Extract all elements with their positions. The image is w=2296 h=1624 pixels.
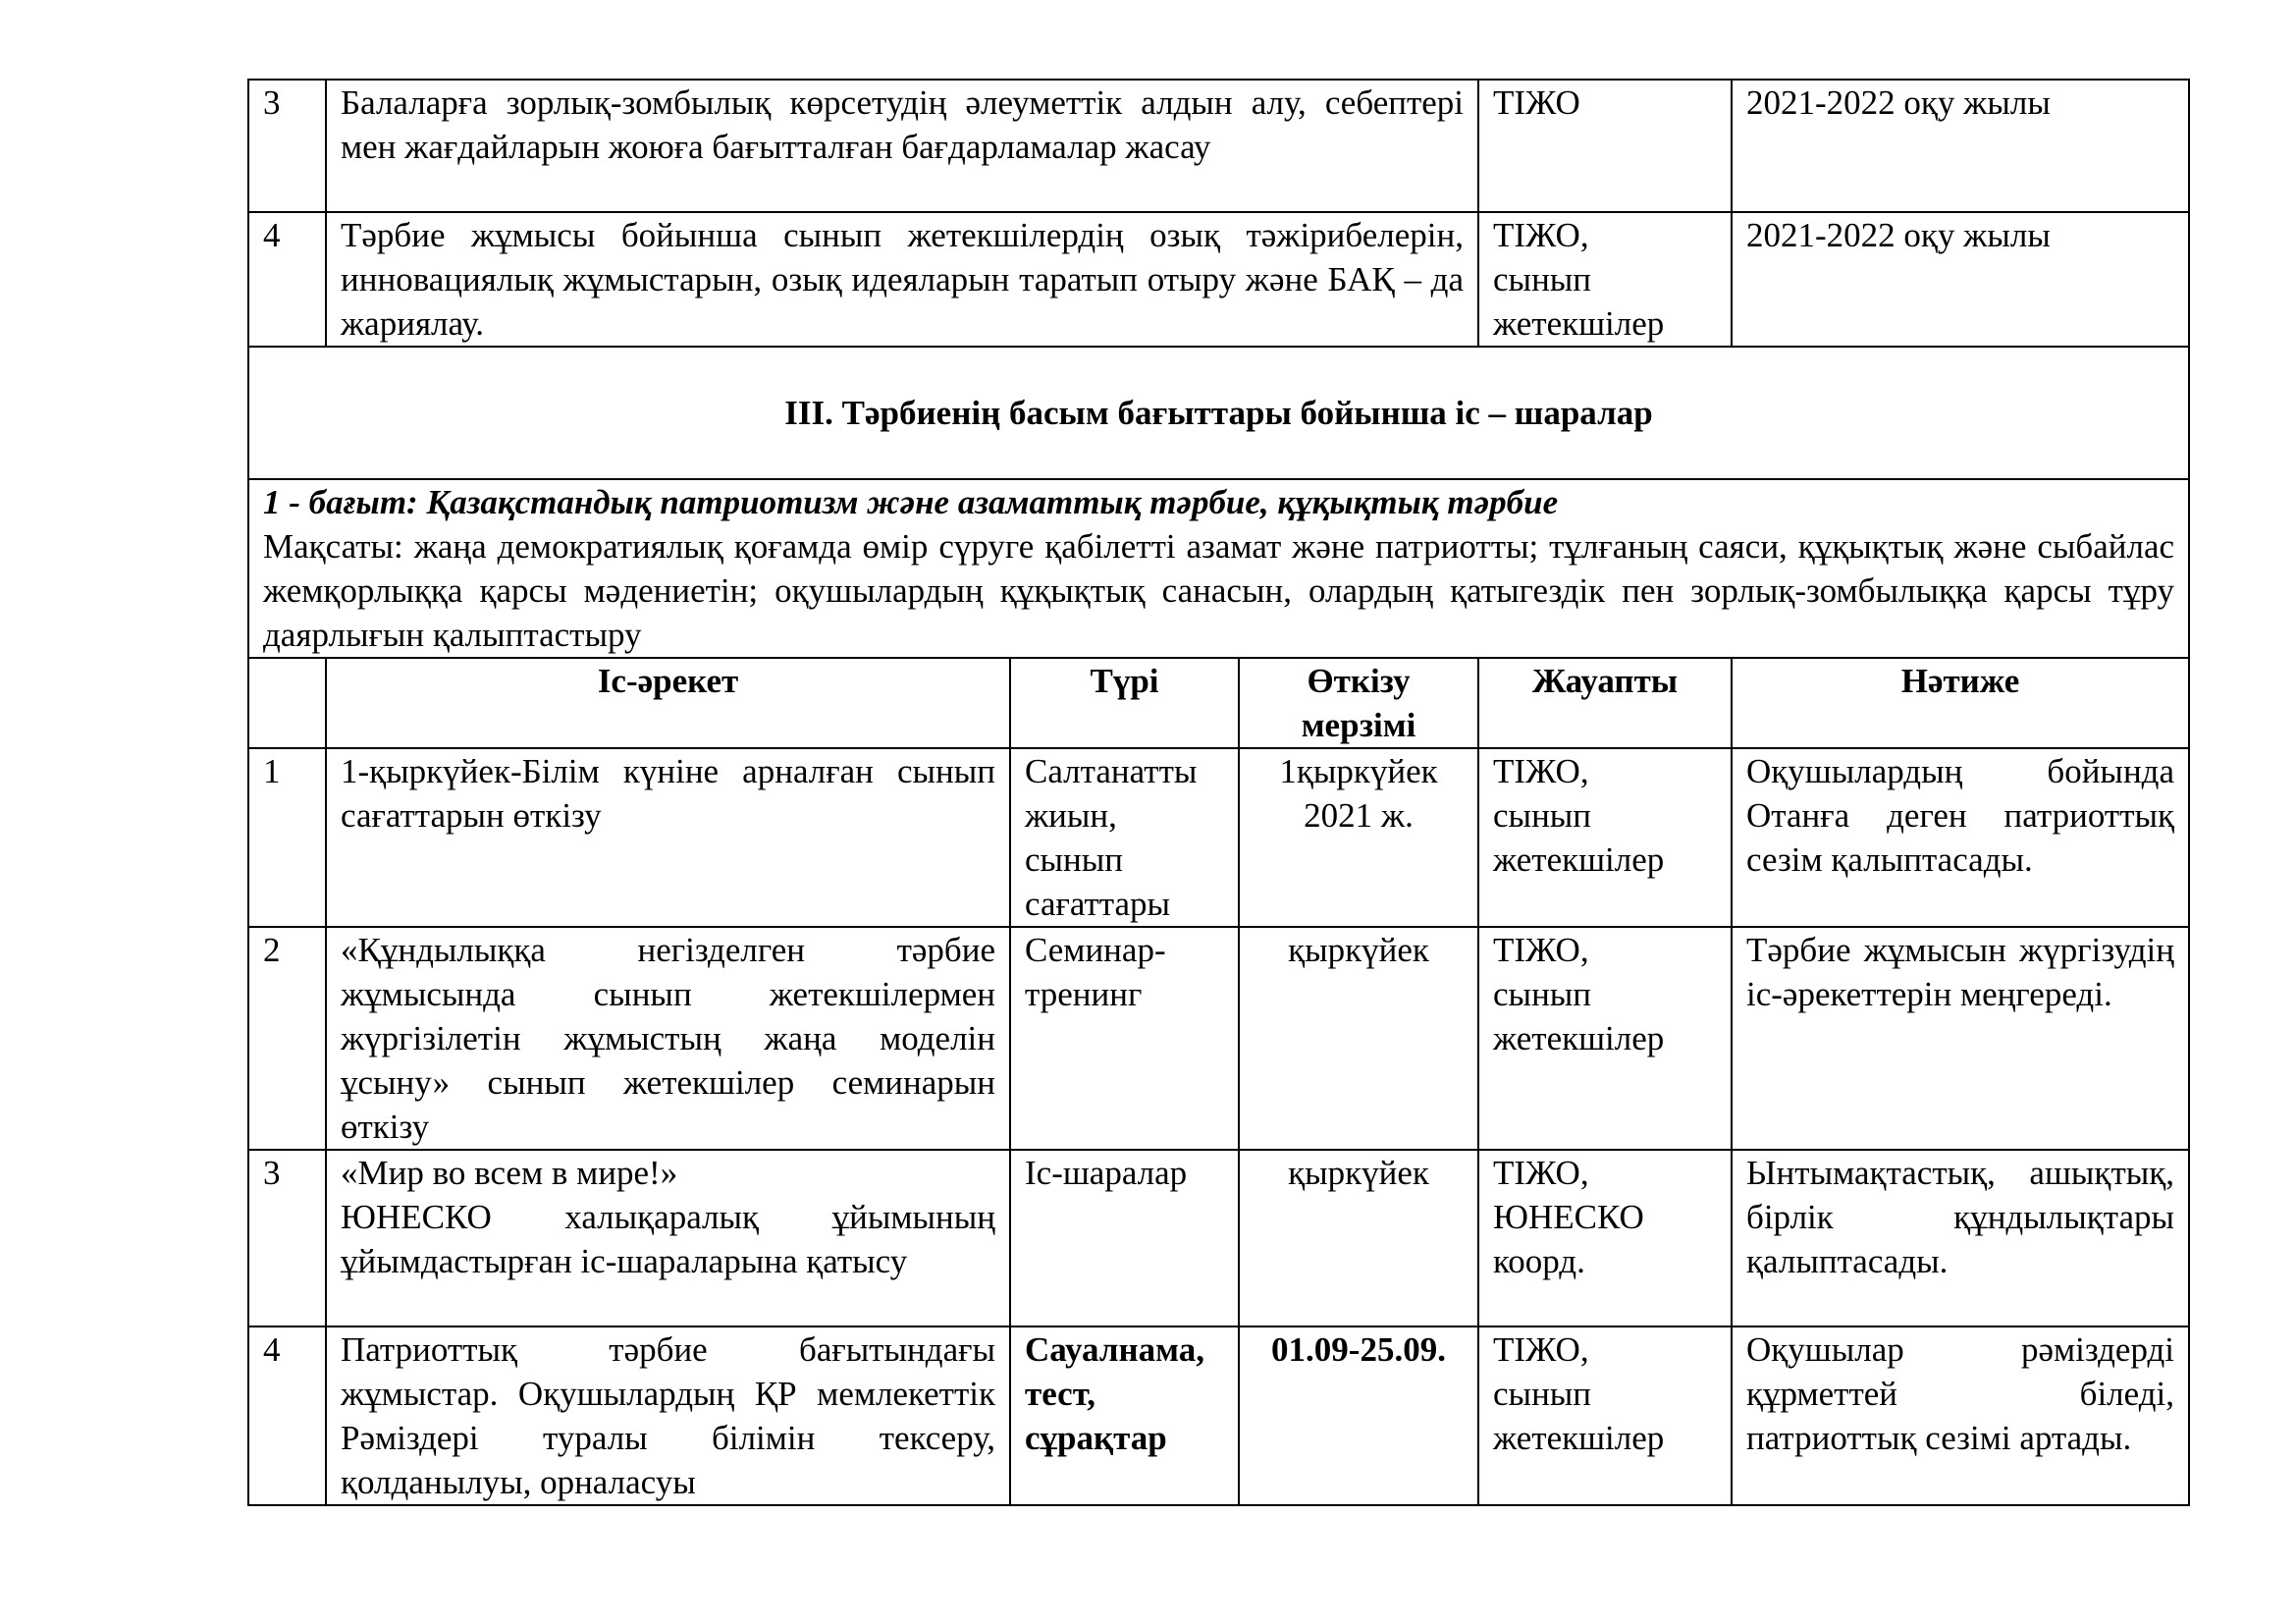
header-number bbox=[248, 658, 326, 748]
row-number: 1 bbox=[248, 748, 326, 927]
type-cell bbox=[1010, 748, 1239, 927]
responsible-line: жетекшілер bbox=[1493, 1419, 1665, 1457]
direction-cell bbox=[248, 479, 2189, 658]
responsible-line: ТІЖО, bbox=[1493, 1154, 1589, 1192]
responsible-line: сынып bbox=[1493, 260, 1592, 298]
type-line: Семинар- bbox=[1025, 931, 1166, 969]
responsible-cell bbox=[1478, 927, 1732, 1150]
responsible-line: сынып bbox=[1493, 796, 1592, 835]
result-cell: Тәрбие жұмысын жүргізудің іс-әрекеттерін меңгереді. bbox=[1732, 927, 2189, 1150]
type-line: сағаттары bbox=[1025, 885, 1171, 923]
type-cell bbox=[1010, 927, 1239, 1150]
responsible-line: ЮНЕСКО bbox=[1493, 1198, 1644, 1236]
period-cell: 2021-2022 оқу жылы bbox=[1732, 80, 2189, 212]
type-line: жиын, bbox=[1025, 796, 1117, 835]
result-cell: Ынтымақтастық, ашықтық, бірлік құндылықтары қалыптасады. bbox=[1732, 1150, 2189, 1326]
responsible-cell bbox=[1478, 1326, 1732, 1505]
responsible-line: ТІЖО, bbox=[1493, 752, 1589, 790]
table-row bbox=[248, 748, 2189, 927]
deadline-line: 2021 ж. bbox=[1304, 796, 1414, 835]
responsible-cell bbox=[1478, 748, 1732, 927]
direction-row bbox=[248, 479, 2189, 658]
responsible-line: сынып bbox=[1493, 975, 1592, 1013]
row-number: 4 bbox=[248, 1326, 326, 1505]
row-number: 3 bbox=[248, 80, 326, 212]
result-cell: Оқушылардың бойында Отанға деген патриоттық сезім қалыптасады. bbox=[1732, 748, 2189, 927]
direction-title: 1 - бағыт: Қазақстандық патриотизм және азаматтық тәрбие, құқықтық тәрбие bbox=[263, 483, 1559, 521]
responsible-line: жетекшілер bbox=[1493, 1019, 1665, 1057]
table-row bbox=[248, 1150, 2189, 1326]
row-number: 3 bbox=[248, 1150, 326, 1326]
responsible-line: ТІЖО, bbox=[1493, 216, 1589, 254]
deadline-line: 1қыркүйек bbox=[1279, 752, 1438, 790]
responsible-cell bbox=[1478, 212, 1732, 347]
deadline-cell: қыркүйек bbox=[1239, 1150, 1478, 1326]
top-row-3 bbox=[248, 80, 2189, 212]
result-cell: Оқушылар рәміздерді құрметтей біледі, патриоттық сезімі артады. bbox=[1732, 1326, 2189, 1505]
plan-table bbox=[247, 79, 2190, 1506]
deadline-cell: 01.09-25.09. bbox=[1239, 1326, 1478, 1505]
period-cell: 2021-2022 оқу жылы bbox=[1732, 212, 2189, 347]
responsible-line: коорд. bbox=[1493, 1242, 1585, 1280]
responsible-line: жетекшілер bbox=[1493, 304, 1665, 343]
table-row bbox=[248, 1326, 2189, 1505]
type-line: сынып bbox=[1025, 840, 1124, 879]
header-deadline bbox=[1239, 658, 1478, 748]
header-activity: Іс-әрекет bbox=[326, 658, 1010, 748]
row-number: 4 bbox=[248, 212, 326, 347]
responsible-line: жетекшілер bbox=[1493, 840, 1665, 879]
header-deadline-line: Өткізу bbox=[1307, 662, 1411, 700]
header-result: Нәтиже bbox=[1732, 658, 2189, 748]
activity-cell: «Құндылыққа негізделген тәрбие жұмысында сынып жетекшілермен жүргізілетін жұмыстың жаңа моделін ұсыну» сынып жетекшілер семинарын өткізу bbox=[326, 927, 1010, 1150]
header-type: Түрі bbox=[1010, 658, 1239, 748]
deadline-cell: қыркүйек bbox=[1239, 927, 1478, 1150]
deadline-cell bbox=[1239, 748, 1478, 927]
header-row bbox=[248, 658, 2189, 748]
top-row-4 bbox=[248, 212, 2189, 347]
type-line: тренинг bbox=[1025, 975, 1143, 1013]
responsible-line: сынып bbox=[1493, 1375, 1592, 1413]
type-line: Салтанатты bbox=[1025, 752, 1198, 790]
section-title: ІІІ. Тәрбиенің басым бағыттары бойынша іс – шаралар bbox=[248, 347, 2189, 479]
section-heading-row bbox=[248, 347, 2189, 479]
header-responsible: Жауапты bbox=[1478, 658, 1732, 748]
responsible-cell: ТІЖО bbox=[1478, 80, 1732, 212]
type-cell: Іс-шаралар bbox=[1010, 1150, 1239, 1326]
activity-cell bbox=[326, 1150, 1010, 1326]
activity-first-line: «Мир во всем в мире!» bbox=[341, 1154, 678, 1192]
activity-text: Балаларға зорлық-зомбылық көрсетудің әлеуметтік алдын алу, себептері мен жағдайларын жоюға бағытталған бағдарламалар жасау bbox=[326, 80, 1478, 212]
responsible-cell bbox=[1478, 1150, 1732, 1326]
responsible-line: ТІЖО, bbox=[1493, 931, 1589, 969]
activity-text: ЮНЕСКО халықаралық ұйымының ұйымдастырған іс-шараларына қатысу bbox=[341, 1198, 995, 1280]
activity-cell: Патриоттық тәрбие бағытындағы жұмыстар. Оқушылардың ҚР мемлекеттік Рәміздері туралы білімін тексеру, қолданылуы, орналасуы bbox=[326, 1326, 1010, 1505]
activity-cell: 1-қыркүйек-Білім күніне арналған сынып сағаттарын өткізу bbox=[326, 748, 1010, 927]
direction-goal: Мақсаты: жаңа демократиялық қоғамда өмір сүруге қабілетті азамат және патриотты; тұлғаның саяси, құқықтық және сыбайлас жемқорлыққа қарсы мәдениетін; оқушылардың құқықтық санасын, олардың қатыгездік пен зорлық-зомбылыққа қарсы тұру даярлығын қалыптастыру bbox=[263, 527, 2175, 654]
type-cell: Сауалнама, тест, сұрақтар bbox=[1010, 1326, 1239, 1505]
activity-text: Тәрбие жұмысы бойынша сынып жетекшілердің озық тәжірибелерін, инновациялық жұмыстарын, озық идеяларын таратып отыру және БАҚ – да жариялау. bbox=[326, 212, 1478, 347]
row-number: 2 bbox=[248, 927, 326, 1150]
responsible-line: ТІЖО, bbox=[1493, 1330, 1589, 1369]
header-deadline-line: мерзімі bbox=[1301, 706, 1416, 744]
table-row bbox=[248, 927, 2189, 1150]
